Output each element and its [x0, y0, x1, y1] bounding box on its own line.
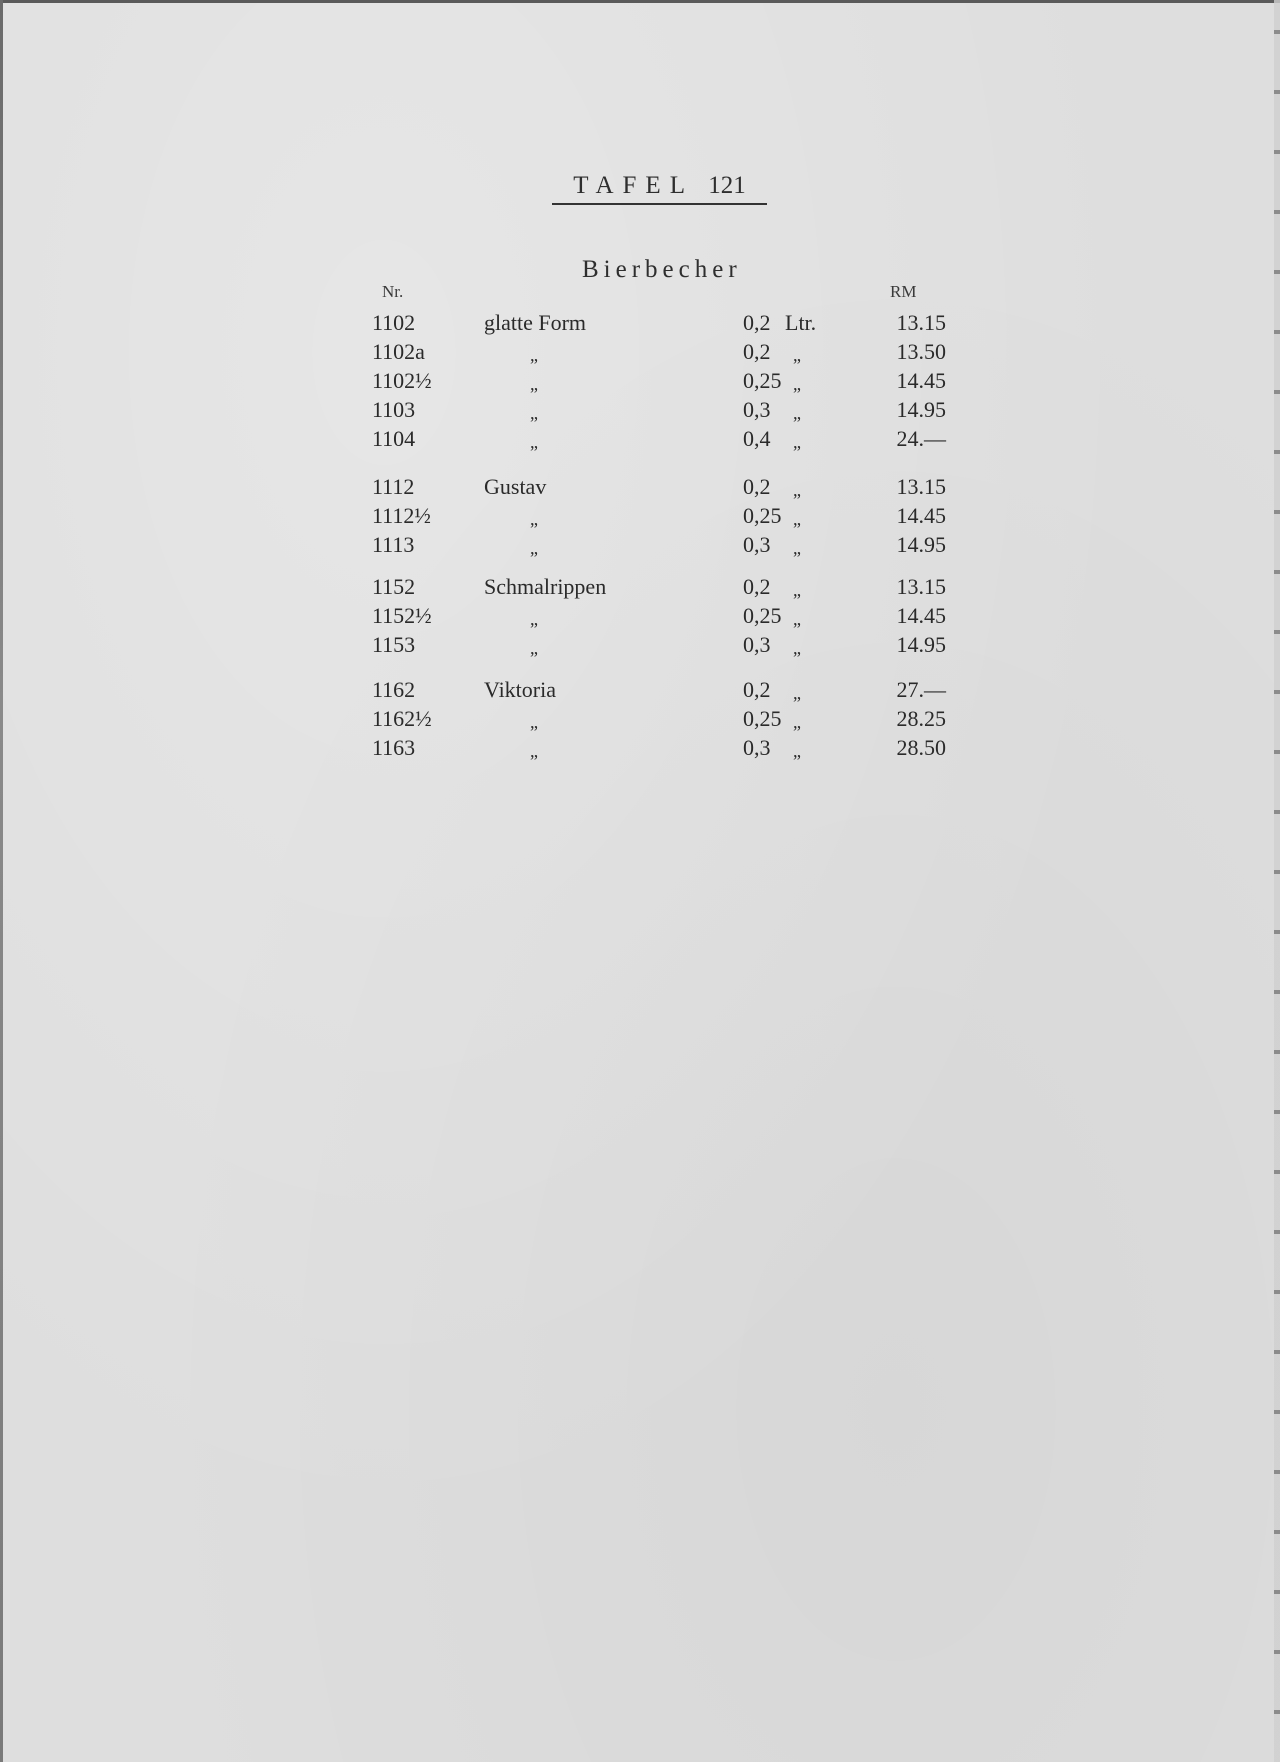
item-price: 14.45 — [896, 603, 946, 628]
item-unit-ditto: „ — [793, 432, 801, 452]
table-row — [0, 532, 1280, 560]
title-underline — [552, 203, 767, 205]
item-number: 1162½ — [372, 706, 432, 731]
item-name: Gustav — [484, 474, 547, 499]
item-name-ditto: „ — [530, 345, 538, 365]
item-volume: 0,3 — [743, 632, 771, 657]
item-name: Schmalrippen — [484, 574, 607, 599]
item-volume: 0,2 — [743, 677, 771, 702]
item-price: 13.15 — [896, 474, 946, 499]
item-number: 1152 — [372, 574, 416, 599]
page-edge-top — [0, 0, 1280, 3]
item-number: 1153 — [372, 632, 416, 657]
table-row — [0, 339, 1280, 367]
table-row — [0, 603, 1280, 631]
item-unit-ditto: „ — [793, 741, 801, 761]
page-edge-right — [1274, 0, 1280, 1762]
item-number: 1102½ — [372, 368, 432, 393]
item-price: 24.— — [896, 426, 946, 451]
item-name-ditto: „ — [530, 538, 538, 558]
item-volume: 0,2 — [743, 474, 771, 499]
item-price: 14.95 — [896, 632, 946, 657]
item-volume: 0,3 — [743, 735, 771, 760]
table-row — [0, 503, 1280, 531]
table-row — [0, 706, 1280, 734]
table-row — [0, 310, 1280, 338]
item-unit-ditto: „ — [793, 638, 801, 658]
item-name-ditto: „ — [530, 403, 538, 423]
item-number: 1103 — [372, 397, 416, 422]
item-number: 1112 — [372, 474, 415, 499]
item-unit-ditto: „ — [793, 374, 801, 394]
column-header-price: RM — [890, 282, 917, 301]
page-title-label: TAFEL — [573, 172, 694, 199]
item-unit-ditto: „ — [793, 609, 801, 629]
item-volume: 0,3 — [743, 532, 771, 557]
item-unit-ditto: „ — [793, 509, 801, 529]
item-volume: 0,4 — [743, 426, 771, 451]
item-name-ditto: „ — [530, 374, 538, 394]
item-price: 13.15 — [896, 574, 946, 599]
item-name: Viktoria — [484, 677, 556, 702]
table-row — [0, 397, 1280, 425]
item-volume: 0,2 — [743, 339, 771, 364]
item-price: 14.95 — [896, 532, 946, 557]
section-heading: Bierbecher — [582, 256, 742, 283]
item-volume: 0,2 — [743, 310, 771, 335]
item-name-ditto: „ — [530, 638, 538, 658]
item-number: 1102 — [372, 310, 416, 335]
item-number: 1152½ — [372, 603, 432, 628]
item-unit-ditto: „ — [793, 683, 801, 703]
table-row — [0, 474, 1280, 502]
item-volume: 0,25 — [743, 368, 782, 393]
item-volume: 0,25 — [743, 706, 782, 731]
page-title — [552, 172, 767, 200]
item-unit-ditto: „ — [793, 580, 801, 600]
item-price: 14.95 — [896, 397, 946, 422]
item-number: 1102a — [372, 339, 425, 364]
column-header-number: Nr. — [382, 282, 404, 301]
item-volume: 0,25 — [743, 503, 782, 528]
item-price: 14.45 — [896, 503, 946, 528]
item-price: 13.15 — [896, 310, 946, 335]
item-name-ditto: „ — [530, 741, 538, 761]
item-price: 28.50 — [896, 735, 946, 760]
item-unit-ditto: „ — [793, 345, 801, 365]
table-row — [0, 574, 1280, 602]
item-price: 27.— — [896, 677, 946, 702]
item-volume: 0,3 — [743, 397, 771, 422]
item-unit-ditto: „ — [793, 480, 801, 500]
item-price: 13.50 — [896, 339, 946, 364]
item-number: 1163 — [372, 735, 416, 760]
item-number: 1113 — [372, 532, 415, 557]
item-unit-ditto: „ — [793, 712, 801, 732]
item-unit: Ltr. — [785, 310, 817, 335]
table-row — [0, 677, 1280, 705]
page-edge-left — [0, 0, 3, 1762]
item-unit-ditto: „ — [793, 403, 801, 423]
table-row — [0, 632, 1280, 660]
table-row — [0, 426, 1280, 454]
item-price: 28.25 — [896, 706, 946, 731]
item-number: 1104 — [372, 426, 416, 451]
item-name-ditto: „ — [530, 432, 538, 452]
item-price: 14.45 — [896, 368, 946, 393]
table-row — [0, 735, 1280, 763]
item-name: glatte Form — [484, 310, 587, 335]
page-title-number: 121 — [708, 172, 746, 199]
item-volume: 0,25 — [743, 603, 782, 628]
item-name-ditto: „ — [530, 712, 538, 732]
item-volume: 0,2 — [743, 574, 771, 599]
item-name-ditto: „ — [530, 609, 538, 629]
item-number: 1112½ — [372, 503, 431, 528]
table-row — [0, 368, 1280, 396]
item-number: 1162 — [372, 677, 416, 702]
item-unit-ditto: „ — [793, 538, 801, 558]
item-name-ditto: „ — [530, 509, 538, 529]
